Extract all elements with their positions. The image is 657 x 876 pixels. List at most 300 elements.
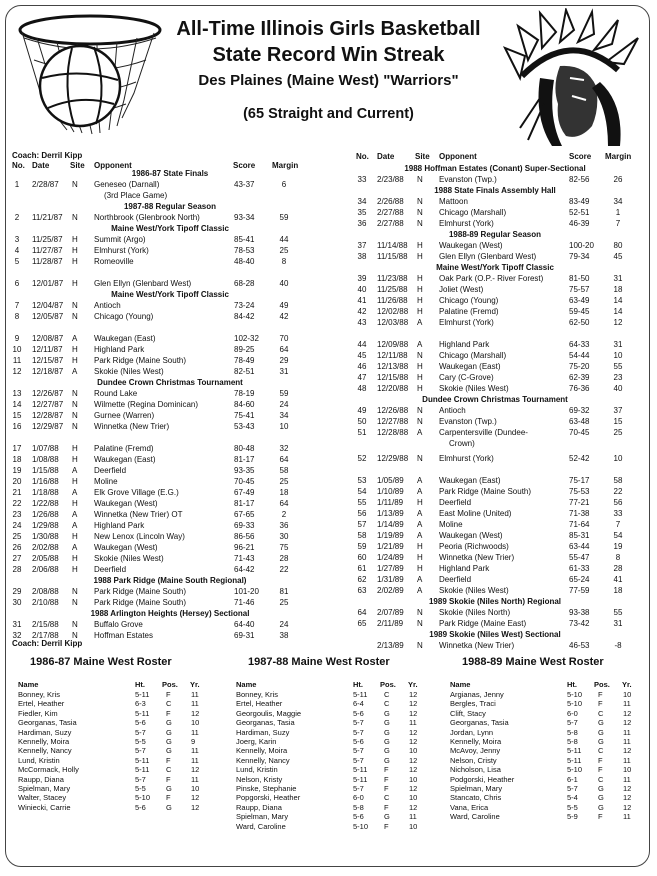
player-year: 12 (191, 765, 200, 775)
game-margin: 18 (613, 586, 623, 595)
roster-row (450, 737, 650, 746)
roster-row (236, 728, 436, 737)
game-date: 11/26/88 (377, 296, 408, 305)
game-margin: 75 (279, 543, 289, 552)
roster-col-name: Name (18, 680, 39, 689)
roster-row (450, 718, 650, 727)
section-heading: Maine West/York Tipoff Classic (111, 290, 229, 299)
game-number: 45 (357, 351, 367, 360)
game-site: N (417, 351, 423, 360)
game-site: H (417, 498, 423, 507)
player-position: G (598, 718, 604, 728)
game-number: 58 (357, 531, 367, 540)
game-date: 2/06/88 (32, 565, 59, 574)
game-score: 71-43 (234, 554, 255, 563)
game-date: 12/11/88 (377, 351, 408, 360)
game-margin: 7 (615, 219, 621, 228)
game-margin: 64 (279, 499, 289, 508)
game-row (0, 444, 657, 454)
game-number: 41 (357, 296, 367, 305)
player-year: 12 (409, 727, 418, 737)
roster-header (18, 680, 218, 690)
game-site: A (72, 367, 78, 376)
game-row (0, 362, 657, 372)
game-margin: 18 (279, 488, 289, 497)
game-margin: 64 (279, 455, 289, 464)
game-row (0, 384, 657, 394)
game-number: 39 (357, 274, 367, 283)
game-margin: 38 (279, 631, 289, 640)
game-margin: 37 (613, 406, 623, 415)
roster-row (236, 718, 436, 727)
game-margin: 36 (279, 521, 289, 530)
player-position: G (384, 812, 390, 822)
game-number: 44 (357, 340, 367, 349)
game-date: 1/07/88 (32, 444, 59, 453)
player-name: Nelson, Cristy (450, 755, 497, 765)
game-margin: 24 (279, 620, 289, 629)
game-number: 52 (357, 454, 367, 463)
player-name: Spielman, Mary (18, 784, 71, 793)
game-date: 1/21/89 (377, 542, 404, 551)
game-score: 76-36 (569, 384, 590, 393)
game-score: 84-60 (234, 400, 255, 409)
game-site: N (417, 208, 423, 217)
game-site: H (72, 455, 78, 464)
player-height: 5-5 (135, 784, 146, 793)
player-height: 5-11 (135, 690, 150, 699)
game-score: 93-34 (234, 213, 255, 222)
player-position: C (598, 774, 604, 784)
game-margin: 22 (613, 487, 623, 496)
game-score: 71-46 (234, 598, 255, 607)
game-margin: 29 (279, 356, 289, 365)
player-height: 5-10 (135, 793, 151, 803)
game-date: 1/05/89 (377, 476, 404, 485)
game-date: 1/27/89 (377, 564, 404, 573)
game-score: 71-38 (569, 509, 590, 518)
player-height: 5-6 (353, 708, 364, 718)
game-margin: 31 (613, 619, 623, 628)
player-height: 6-4 (353, 699, 364, 709)
player-year: 12 (623, 784, 632, 793)
game-margin: 80 (613, 241, 623, 250)
game-number: 13 (12, 389, 22, 398)
game-score: 77-59 (569, 586, 590, 595)
game-site: A (417, 476, 423, 485)
game-score: 55-47 (569, 553, 590, 562)
game-margin: 40 (613, 384, 623, 393)
player-year: 9 (191, 737, 196, 746)
player-height: 5-7 (567, 718, 578, 728)
player-height: 5-7 (353, 727, 364, 737)
game-margin: 64 (279, 345, 289, 354)
player-year: 10 (191, 718, 200, 728)
game-margin: 22 (279, 565, 289, 574)
player-year: 12 (409, 765, 418, 775)
col-no: No. (12, 161, 25, 170)
roster-row (236, 803, 436, 812)
game-note: (3rd Place Game) (104, 191, 168, 200)
player-name: Kennelly, Nancy (18, 746, 72, 756)
game-score: 71-64 (569, 520, 590, 529)
game-row (0, 466, 657, 476)
game-opponent: Winnetka (New Trier) (439, 641, 515, 650)
player-height: 6-0 (353, 793, 364, 803)
game-row (0, 318, 657, 328)
game-row (0, 197, 657, 207)
game-score: 70-45 (569, 428, 590, 437)
game-date: 2/11/89 (377, 619, 404, 628)
player-position: C (598, 746, 604, 756)
player-height: 5-7 (353, 718, 364, 728)
game-score: 89-25 (234, 345, 255, 354)
game-score: 81-17 (234, 455, 255, 464)
game-site: H (72, 235, 78, 244)
player-year: 10 (409, 746, 418, 756)
player-name: Ertel, Heather (18, 699, 65, 709)
game-number: 53 (357, 476, 367, 485)
player-height: 5-6 (135, 718, 146, 728)
game-date: 1/26/88 (32, 510, 59, 519)
game-site: A (417, 318, 423, 327)
game-site: N (417, 619, 423, 628)
game-opponent: Skokie (Niles West) (94, 554, 164, 563)
game-site: H (72, 532, 78, 541)
game-number: 42 (357, 307, 367, 316)
game-number: 17 (12, 444, 22, 453)
roster-col-year: Yr. (408, 680, 418, 689)
game-row (0, 285, 657, 295)
game-number: 27 (12, 554, 22, 563)
player-name: Kennelly, Moira (18, 737, 70, 746)
player-height: 5-6 (353, 737, 364, 746)
game-margin: 30 (279, 532, 289, 541)
player-height: 5-6 (135, 802, 146, 812)
game-date: 11/28/87 (32, 257, 63, 266)
game-site: A (417, 487, 423, 496)
game-site: N (72, 598, 78, 607)
roster-col-year: Yr. (190, 680, 200, 689)
game-site: N (417, 197, 423, 206)
game-opponent: Elmhurst (York) (439, 318, 494, 327)
game-opponent: Park Ridge (Maine South) (439, 487, 532, 496)
game-number: 34 (357, 197, 367, 206)
roster-col-name: Name (450, 680, 471, 689)
game-margin: 7 (615, 520, 621, 529)
roster-row (236, 746, 436, 755)
game-row (0, 608, 657, 618)
col-margin: Margin (272, 161, 299, 170)
game-opponent: Waukegan (West) (439, 241, 503, 250)
game-opponent: Glen Ellyn (Glenbard West) (94, 279, 192, 288)
game-margin: 12 (613, 318, 623, 327)
game-date: 12/09/88 (377, 340, 409, 349)
right-table-header (0, 152, 657, 162)
game-date: 1/29/88 (32, 521, 59, 530)
roster-row (236, 822, 436, 831)
player-year: 12 (623, 802, 632, 812)
player-name: McAvoy, Jenny (450, 746, 501, 756)
player-year: 12 (409, 802, 418, 812)
game-score: 69-32 (569, 406, 590, 415)
game-number: 38 (357, 252, 367, 261)
game-number: 31 (12, 620, 22, 629)
game-site: H (417, 252, 423, 261)
game-score: 48-40 (234, 257, 255, 266)
game-site: A (417, 428, 423, 437)
game-number: 59 (357, 542, 367, 551)
game-margin: 81 (279, 587, 289, 596)
game-row (0, 476, 657, 486)
game-site: N (72, 301, 78, 310)
game-number: 47 (357, 373, 367, 382)
game-opponent: Elmhurst (York) (439, 454, 494, 463)
game-row (0, 406, 657, 416)
game-date: 2/17/88 (32, 631, 59, 640)
game-number: 10 (12, 345, 22, 354)
player-height: 5-10 (353, 821, 369, 831)
game-row (0, 175, 657, 185)
player-height: 5-5 (135, 737, 146, 746)
game-date: 12/18/87 (32, 367, 64, 376)
game-site: N (417, 641, 423, 650)
game-site: N (72, 631, 78, 640)
player-position: F (598, 765, 603, 775)
game-date: 1/22/88 (32, 499, 59, 508)
col-margin: Margin (605, 152, 632, 161)
game-margin: 23 (613, 373, 623, 382)
roster-row (18, 756, 218, 765)
game-opponent: Elmhurst (York) (439, 219, 494, 228)
game-date: 12/26/88 (377, 406, 409, 415)
roster-row (236, 793, 436, 802)
game-date: 1/19/89 (377, 531, 404, 540)
game-row (0, 351, 657, 361)
player-name: Podgorski, Heather (450, 774, 515, 784)
col-site: Site (415, 152, 430, 161)
game-opponent: Highland Park (439, 564, 490, 573)
game-margin: 59 (279, 213, 289, 222)
game-opponent: Chicago (Young) (94, 312, 154, 321)
game-date: 1/18/88 (32, 488, 59, 497)
game-number: 3 (14, 235, 20, 244)
game-opponent: Geneseo (Darnall) (94, 180, 160, 189)
game-date: 2/27/88 (377, 219, 404, 228)
game-date: 2/08/88 (32, 587, 59, 596)
game-date: 1/11/89 (377, 498, 404, 507)
game-number: 12 (12, 367, 22, 376)
game-margin: 40 (279, 279, 289, 288)
game-site: H (417, 564, 423, 573)
game-site: H (417, 373, 423, 382)
game-number: 56 (357, 509, 367, 518)
game-number: 5 (14, 257, 20, 266)
player-position: G (598, 793, 604, 803)
game-site: A (417, 509, 423, 518)
game-margin: 49 (279, 301, 289, 310)
game-opponent: Glen Ellyn (Glenbard West) (439, 252, 537, 261)
player-name: Bonney, Kris (236, 690, 278, 699)
game-date: 12/15/88 (377, 373, 409, 382)
player-name: McCormack, Holly (18, 765, 79, 775)
game-number: 50 (357, 417, 367, 426)
game-margin: 70 (279, 334, 289, 343)
title-line-2: State Record Win Streak (212, 44, 445, 66)
game-margin: 2 (281, 510, 287, 519)
game-margin: 33 (613, 509, 623, 518)
game-date: 11/21/87 (32, 213, 63, 222)
player-name: Ertel, Heather (236, 699, 283, 709)
game-opponent: Winnetka (New Trier) (439, 553, 515, 562)
player-name: Nicholson, Lisa (450, 765, 501, 775)
game-date: 12/08/87 (32, 334, 64, 343)
player-year: 12 (191, 802, 200, 812)
section-heading: 1986-87 State Finals (131, 169, 209, 178)
player-height: 5-4 (567, 793, 578, 803)
game-score: 53-43 (234, 422, 255, 431)
player-year: 10 (409, 774, 418, 784)
player-height: 5-11 (353, 690, 368, 699)
coach-label-bottom: Coach: Derril Kipp (12, 639, 83, 648)
game-date: 12/03/88 (377, 318, 409, 327)
section-heading: Maine West/York Tipoff Classic (111, 224, 229, 233)
game-score: 81-50 (569, 274, 590, 283)
game-date: 2/27/88 (377, 208, 404, 217)
game-number: 51 (357, 428, 367, 437)
player-position: C (384, 793, 390, 803)
game-opponent: Skokie (Niles West) (94, 367, 164, 376)
game-site: H (417, 274, 423, 283)
player-position: G (598, 727, 604, 737)
game-margin: 10 (613, 454, 623, 463)
game-score: 100-20 (569, 241, 594, 250)
game-score: 75-41 (234, 411, 255, 420)
game-opponent: Cary (C-Grove) (439, 373, 494, 382)
player-position: F (598, 699, 603, 709)
game-site: A (72, 521, 78, 530)
col-site: Site (70, 161, 85, 170)
game-margin: 10 (613, 351, 623, 360)
game-score: 43-37 (234, 180, 255, 189)
game-date: 11/27/87 (32, 246, 63, 255)
game-number: 43 (357, 318, 367, 327)
game-opponent: Highland Park (439, 340, 490, 349)
player-year: 11 (623, 774, 631, 784)
game-opponent: Mattoon (439, 197, 468, 206)
section-heading: Maine West/York Tipoff Classic (436, 263, 554, 272)
player-position: F (384, 802, 389, 812)
game-opponent: Gurnee (Warren) (94, 411, 155, 420)
game-date: 11/15/88 (377, 252, 408, 261)
game-row (0, 241, 657, 251)
game-site: N (72, 422, 78, 431)
player-name: Popgorski, Heather (236, 793, 301, 803)
game-score: 46-53 (569, 641, 590, 650)
player-height: 5-11 (135, 708, 150, 718)
game-row (0, 428, 657, 438)
player-position: F (384, 784, 389, 793)
player-year: 12 (623, 793, 632, 803)
game-date: 2/13/89 (377, 641, 404, 650)
game-number: 23 (12, 510, 22, 519)
player-year: 11 (623, 812, 631, 822)
game-opponent: Chicago (Marshall) (439, 208, 507, 217)
player-name: Ward, Caroline (450, 812, 500, 822)
game-margin: 25 (279, 477, 289, 486)
player-position: G (166, 737, 172, 746)
game-site: A (72, 334, 78, 343)
player-name: Georgoulis, Maggie (236, 708, 302, 718)
game-number: 54 (357, 487, 367, 496)
roster-col-position: Pos. (162, 680, 178, 689)
game-margin: 31 (613, 340, 623, 349)
section-heading: Dundee Crown Christmas Tournament (422, 395, 568, 404)
roster-header (236, 680, 436, 690)
game-margin: 44 (279, 235, 289, 244)
game-margin: 26 (613, 175, 623, 184)
game-number: 6 (14, 279, 20, 288)
game-number: 55 (357, 498, 367, 507)
player-position: G (598, 737, 604, 746)
game-site: H (72, 477, 78, 486)
game-site: N (417, 175, 423, 184)
game-site: H (72, 345, 78, 354)
roster-row (18, 709, 218, 718)
game-score: 77-21 (569, 498, 590, 507)
game-date: 2/26/88 (377, 197, 404, 206)
roster-col-height: Ht. (567, 680, 577, 689)
roster-row (450, 775, 650, 784)
game-opponent: Summit (Argo) (94, 235, 146, 244)
game-number: 46 (357, 362, 367, 371)
game-row (0, 454, 657, 464)
game-margin: 10 (279, 422, 289, 431)
game-date: 12/20/88 (377, 384, 409, 393)
game-score: 62-50 (569, 318, 590, 327)
game-opponent: Deerfield (94, 565, 127, 574)
player-position: F (598, 812, 603, 822)
roster-row (450, 699, 650, 708)
game-score: 63-49 (569, 296, 590, 305)
section-heading: 1988-89 Regular Season (448, 230, 542, 239)
game-margin: 41 (613, 575, 623, 584)
roster-row (236, 756, 436, 765)
player-height: 5-6 (353, 812, 364, 822)
game-number: 40 (357, 285, 367, 294)
game-site: N (72, 620, 78, 629)
roster-col-position: Pos. (594, 680, 610, 689)
game-number: 20 (12, 477, 22, 486)
roster-row (450, 690, 650, 699)
game-opponent: Moline (94, 477, 118, 486)
game-score: 86-56 (234, 532, 255, 541)
game-score: 59-45 (569, 307, 590, 316)
game-site: H (72, 444, 78, 453)
game-opponent: Chicago (Marshall) (439, 351, 507, 360)
roster-row (236, 709, 436, 718)
game-site: A (417, 340, 423, 349)
roster-row (18, 728, 218, 737)
game-score: 73-42 (569, 619, 590, 628)
game-opponent: Skokie (Niles West) (439, 384, 509, 393)
game-opponent: Deerfield (94, 466, 127, 475)
game-number: 22 (12, 499, 22, 508)
game-opponent: Antioch (439, 406, 466, 415)
player-name: Stancato, Chris (450, 793, 502, 803)
roster-row (236, 765, 436, 774)
game-row (0, 208, 657, 218)
